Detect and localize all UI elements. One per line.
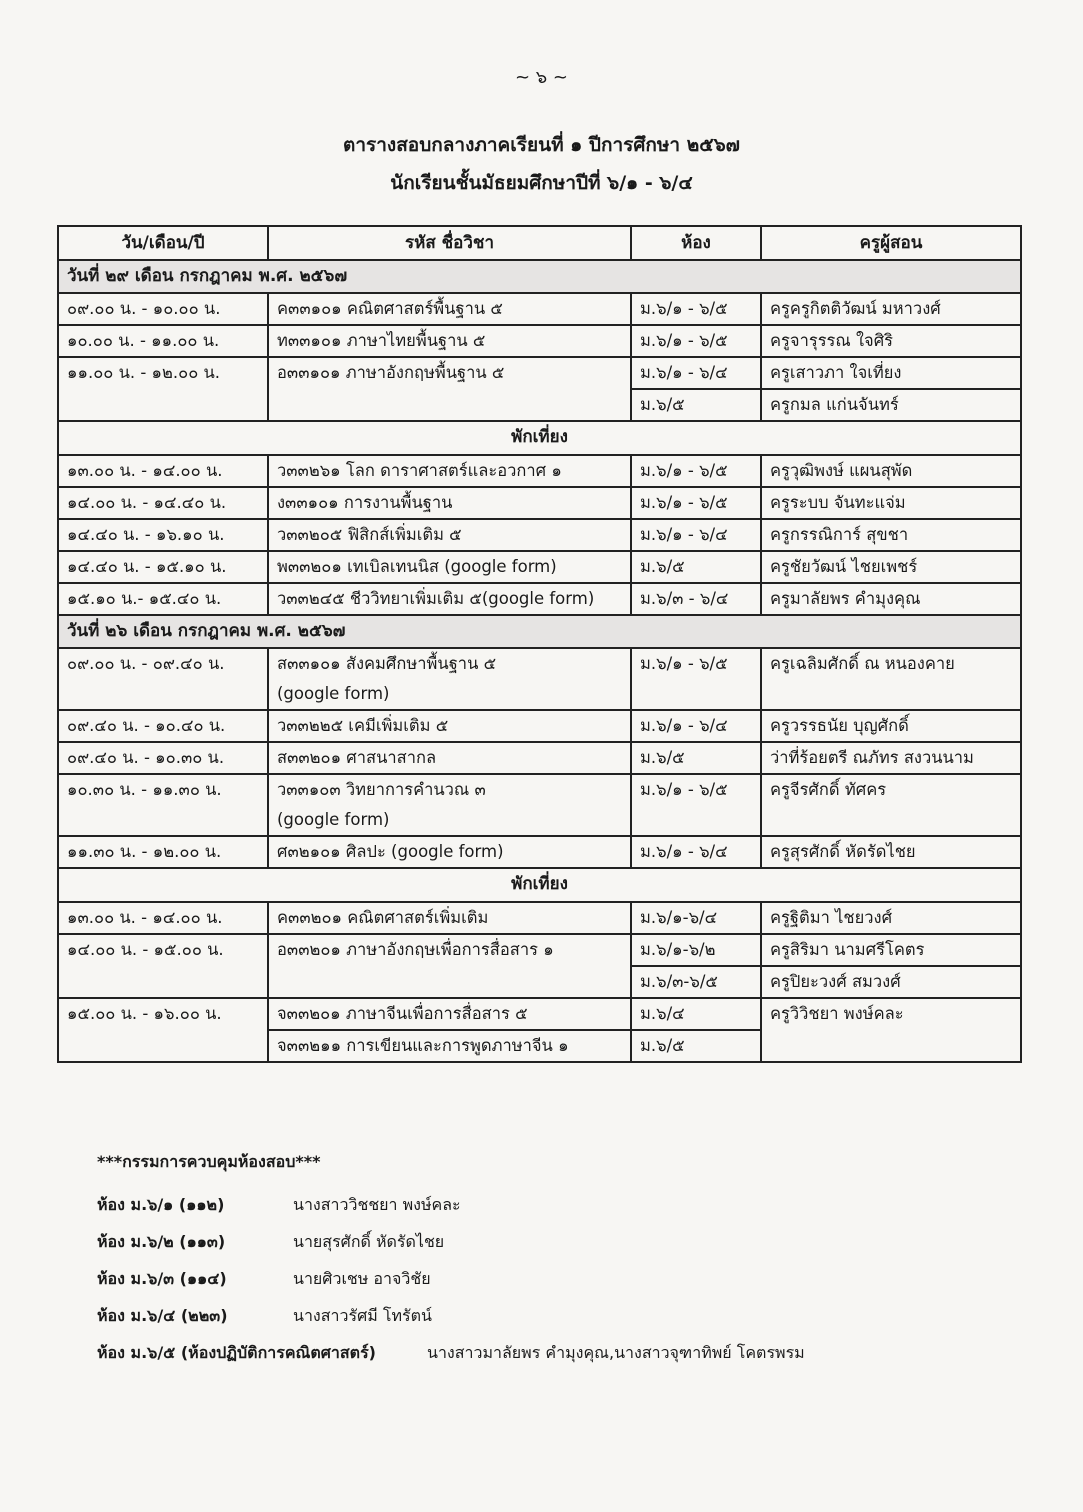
subject-cell: ศ๓๒๑๐๑ ศิลปะ (google form) — [268, 836, 631, 868]
room-cell: ม.๖/๑ - ๖/๔ — [631, 357, 761, 389]
subject-cell: ง๓๓๑๐๑ การงานพื้นฐาน — [268, 487, 631, 519]
time-cell: ๑๓.๐๐ น. - ๑๔.๐๐ น. — [58, 455, 268, 487]
committee-section — [97, 1150, 805, 1371]
room-cell: ม.๖/๑ - ๖/๕ — [631, 774, 761, 836]
committee-item — [97, 1297, 805, 1334]
teacher-cell: ครูฐิติมา ไชยวงศ์ — [761, 902, 1021, 934]
subject-cell: จ๓๓๒๐๑ ภาษาจีนเพื่อการสื่อสาร ๕ — [268, 998, 631, 1030]
room-cell: ม.๖/๑ - ๖/๕ — [631, 487, 761, 519]
time-cell: ๑๔.๐๐ น. - ๑๕.๐๐ น. — [58, 934, 268, 998]
table-row — [58, 551, 1021, 583]
committee-names: นางสาวมาลัยพร คำมุงคุณ,นางสาวจุฑาทิพย์ โคตรพรม — [427, 1343, 805, 1362]
subject-line: ว๓๓๑๐๓ วิทยาการคำนวณ ๓ — [277, 780, 486, 799]
room-cell: ม.๖/๕ — [631, 389, 761, 421]
subject-cell: พ๓๓๒๐๑ เทเบิลเทนนิส (google form) — [268, 551, 631, 583]
lunch-break-label: พักเที่ยง — [58, 868, 1021, 902]
teacher-cell: ครูมาลัยพร คำมุงคุณ — [761, 583, 1021, 615]
room-cell: ม.๖/๑ - ๖/๔ — [631, 836, 761, 868]
table-row — [58, 357, 1021, 389]
header-subject: รหัส ชื่อวิชา — [268, 226, 631, 260]
room-cell: ม.๖/๑ - ๖/๔ — [631, 710, 761, 742]
subject-cell: ค๓๓๑๐๑ คณิตศาสตร์พื้นฐาน ๕ — [268, 293, 631, 325]
time-cell: ๑๑.๓๐ น. - ๑๒.๐๐ น. — [58, 836, 268, 868]
room-cell: ม.๖/๑-๖/๔ — [631, 902, 761, 934]
subject-cell — [268, 648, 631, 710]
committee-heading: ***กรรมการควบคุมห้องสอบ*** — [97, 1152, 321, 1171]
day-header-row — [58, 260, 1021, 293]
room-cell: ม.๖/๕ — [631, 742, 761, 774]
teacher-cell: ครูวิวิชยา พงษ์คละ — [761, 998, 1021, 1062]
table-row — [58, 902, 1021, 934]
teacher-cell: ครูจีรศักดิ์ ทัศคร — [761, 774, 1021, 836]
time-cell: ๑๕.๐๐ น. - ๑๖.๐๐ น. — [58, 998, 268, 1062]
teacher-cell: ครูชัยวัฒน์ ไชยเพชร์ — [761, 551, 1021, 583]
teacher-cell: ครูกมล แก่นจันทร์ — [761, 389, 1021, 421]
time-cell: ๑๔.๐๐ น. - ๑๔.๔๐ น. — [58, 487, 268, 519]
subject-cell: ส๓๓๒๐๑ ศาสนาสากล — [268, 742, 631, 774]
room-cell: ม.๖/๑-๖/๒ — [631, 934, 761, 966]
committee-room: ห้อง ม.๖/๔ (๒๒๓) — [97, 1306, 228, 1325]
subject-cell: ว๓๓๒๐๕ ฟิสิกส์เพิ่มเติม ๕ — [268, 519, 631, 551]
time-cell: ๑๕.๑๐ น.- ๑๕.๔๐ น. — [58, 583, 268, 615]
schedule-subtitle: นักเรียนชั้นมัธยมศึกษาปีที่ ๖/๑ - ๖/๔ — [390, 172, 693, 194]
lunch-break-row — [58, 421, 1021, 455]
day-header-row — [58, 615, 1021, 648]
subject-cell: ท๓๓๑๐๑ ภาษาไทยพื้นฐาน ๕ — [268, 325, 631, 357]
committee-names: นางสาวรัศมี โทรัตน์ — [293, 1306, 432, 1325]
teacher-cell: ว่าที่ร้อยตรี ณภัทร สงวนนาม — [761, 742, 1021, 774]
header-date: วัน/เดือน/ปี — [58, 226, 268, 260]
time-cell: ๑๐.๓๐ น. - ๑๑.๓๐ น. — [58, 774, 268, 836]
committee-room: ห้อง ม.๖/๑ (๑๑๒) — [97, 1195, 225, 1214]
time-cell: ๑๐.๐๐ น. - ๑๑.๐๐ น. — [58, 325, 268, 357]
committee-item — [97, 1260, 805, 1297]
day-label: วันที่ ๒๙ เดือน กรกฎาคม พ.ศ. ๒๕๖๗ — [58, 260, 1021, 293]
subject-cell: ว๓๓๒๔๕ ชีววิทยาเพิ่มเติม ๕(google form) — [268, 583, 631, 615]
teacher-cell: ครูเฉลิมศักดิ์ ณ หนองคาย — [761, 648, 1021, 710]
room-cell: ม.๖/๑ - ๖/๕ — [631, 325, 761, 357]
subject-cell — [268, 774, 631, 836]
subject-cell: ค๓๓๒๐๑ คณิตศาสตร์เพิ่มเติม — [268, 902, 631, 934]
table-row — [58, 648, 1021, 710]
committee-item — [97, 1223, 805, 1260]
teacher-cell: ครูระบบ จันทะแจ่ม — [761, 487, 1021, 519]
header-teacher: ครูผู้สอน — [761, 226, 1021, 260]
committee-names: นายศิวเชษ อาจวิชัย — [293, 1269, 431, 1288]
time-cell: ๑๔.๔๐ น. - ๑๕.๑๐ น. — [58, 551, 268, 583]
committee-room: ห้อง ม.๖/๓ (๑๑๔) — [97, 1269, 227, 1288]
subject-cell: จ๓๓๒๑๑ การเขียนและการพูดภาษาจีน ๑ — [268, 1030, 631, 1062]
subject-cell: ว๓๓๒๖๑ โลก ดาราศาสตร์และอวกาศ ๑ — [268, 455, 631, 487]
day-label: วันที่ ๒๖ เดือน กรกฎาคม พ.ศ. ๒๕๖๗ — [58, 615, 1021, 648]
subject-line: ส๓๓๑๐๑ สังคมศึกษาพื้นฐาน ๕ — [277, 654, 497, 673]
committee-item — [97, 1186, 805, 1223]
table-header-row — [58, 226, 1021, 260]
teacher-cell: ครูวุฒิพงษ์ แผนสุพัด — [761, 455, 1021, 487]
time-cell: ๑๔.๔๐ น. - ๑๖.๑๐ น. — [58, 519, 268, 551]
time-cell: ๑๑.๐๐ น. - ๑๒.๐๐ น. — [58, 357, 268, 421]
table-row — [58, 934, 1021, 966]
header-room: ห้อง — [631, 226, 761, 260]
table-row — [58, 710, 1021, 742]
room-cell: ม.๖/๕ — [631, 551, 761, 583]
table-row — [58, 455, 1021, 487]
table-row — [58, 519, 1021, 551]
committee-names: นายสุรศักดิ์ หัดรัดไชย — [293, 1232, 445, 1251]
committee-room: ห้อง ม.๖/๕ (ห้องปฏิบัติการคณิตศาสตร์) — [97, 1343, 376, 1362]
table-row — [58, 774, 1021, 836]
room-cell: ม.๖/๑ - ๖/๕ — [631, 293, 761, 325]
time-cell: ๐๙.๐๐ น. - ๐๙.๔๐ น. — [58, 648, 268, 710]
room-cell: ม.๖/๑ - ๖/๕ — [631, 455, 761, 487]
table-row — [58, 325, 1021, 357]
time-cell: ๐๙.๔๐ น. - ๑๐.๓๐ น. — [58, 742, 268, 774]
table-row — [58, 583, 1021, 615]
teacher-cell: ครูวรรธนัย บุญศักดิ์ — [761, 710, 1021, 742]
room-cell: ม.๖/๑ - ๖/๔ — [631, 519, 761, 551]
table-row — [58, 293, 1021, 325]
teacher-cell: ครูเสาวภา ใจเที่ยง — [761, 357, 1021, 389]
room-cell: ม.๖/๓-๖/๕ — [631, 966, 761, 998]
teacher-cell: ครูปิยะวงศ์ สมวงศ์ — [761, 966, 1021, 998]
subject-cell: ว๓๓๒๒๕ เคมีเพิ่มเติม ๕ — [268, 710, 631, 742]
subject-cell: อ๓๓๒๐๑ ภาษาอังกฤษเพื่อการสื่อสาร ๑ — [268, 934, 631, 998]
time-cell: ๐๙.๐๐ น. - ๑๐.๐๐ น. — [58, 293, 268, 325]
lunch-break-label: พักเที่ยง — [58, 421, 1021, 455]
exam-schedule-table — [57, 225, 1022, 1063]
room-cell: ม.๖/๔ — [631, 998, 761, 1030]
lunch-break-row — [58, 868, 1021, 902]
table-row — [58, 998, 1021, 1030]
subject-cell: อ๓๓๑๐๑ ภาษาอังกฤษพื้นฐาน ๕ — [268, 357, 631, 421]
subject-line: (google form) — [277, 810, 390, 829]
committee-item — [97, 1334, 805, 1371]
teacher-cell: ครูสิริมา นามศรีโคตร — [761, 934, 1021, 966]
page-number: ~ ๖ ~ — [514, 67, 569, 88]
subject-line: (google form) — [277, 684, 390, 703]
time-cell: ๐๙.๔๐ น. - ๑๐.๔๐ น. — [58, 710, 268, 742]
schedule-title: ตารางสอบกลางภาคเรียนที่ ๑ ปีการศึกษา ๒๕๖๗ — [343, 134, 740, 156]
teacher-cell: ครูสุรศักดิ์ หัดรัดไชย — [761, 836, 1021, 868]
teacher-cell: ครูกรรณิการ์ สุขชา — [761, 519, 1021, 551]
room-cell: ม.๖/๕ — [631, 1030, 761, 1062]
teacher-cell: ครูจารุรรณ ใจศิริ — [761, 325, 1021, 357]
table-row — [58, 836, 1021, 868]
committee-room: ห้อง ม.๖/๒ (๑๑๓) — [97, 1232, 226, 1251]
time-cell: ๑๓.๐๐ น. - ๑๔.๐๐ น. — [58, 902, 268, 934]
table-row — [58, 742, 1021, 774]
teacher-cell: ครูครูกิตติวัฒน์ มหาวงศ์ — [761, 293, 1021, 325]
room-cell: ม.๖/๓ - ๖/๔ — [631, 583, 761, 615]
table-row — [58, 487, 1021, 519]
committee-names: นางสาววิชชยา พงษ์คละ — [293, 1195, 461, 1214]
room-cell: ม.๖/๑ - ๖/๕ — [631, 648, 761, 710]
